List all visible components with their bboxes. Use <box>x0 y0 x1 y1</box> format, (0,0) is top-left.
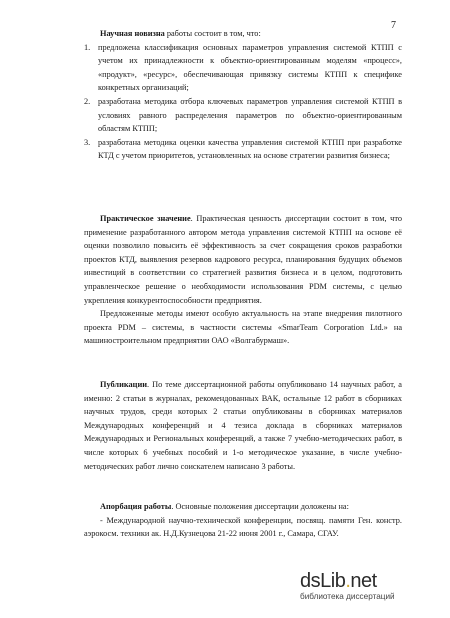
novelty-item-text: разработана методика отбора ключевых параметров управления системой КТПП в условиях равного распределения параметров по объектно-ориентированным областям КТПП; <box>98 96 402 134</box>
novelty-intro-text: работы состоит в том, что: <box>164 29 261 38</box>
publications-text: . По теме диссертационной работы опубликовано 14 научных работ, а именно: 2 статьи в журналах, рекомендованных ВАК, остальные 12 работ в сборниках научных трудов, среди которых 2 статьи опубликованы в сборниках материалов Международных конференций и 4 тезиса доклада в сборниках материалов Международных и Региональных конференций, а также 7 учебно-методических работ, в числе которых 6 учебных пособий и 1-о методическое указание, в числе учебно-методических работ лично соискателем написано 3 работы. <box>84 380 402 471</box>
methods-paragraph: Предложенные методы имеют особую актуальность на этапе внедрения пилотного проекта PDM – системы, в частности системы «SmarTeam Corporation Ltd.» на машиностроительном предприятии ОАО «Волгабурмаш». <box>84 309 402 346</box>
novelty-item-number: 2. <box>84 96 91 106</box>
page-number: 7 <box>391 20 396 31</box>
novelty-item-2 <box>84 95 402 136</box>
approbation-heading: Апорбация работы <box>100 502 172 511</box>
logo-dot: . <box>345 570 351 592</box>
publications-section <box>84 378 402 473</box>
novelty-section <box>84 27 402 163</box>
logo-name-left: dsLib <box>300 570 346 592</box>
dslib-watermark <box>300 570 440 601</box>
novelty-item-3 <box>84 136 402 163</box>
practical-text: . Практическая ценность диссертации состоит в том, что применение разработанного автором метода управления системой КТПП на основе её оценки позволило повысить её эффективность за счет сокращения сроков разработки проектов КТД, выявления резервов кадрового ресурса, планирования будущих объемов инвестиций в соответствии со стратегией развития бизнеса и в целом, подготовить управленческое решение о необходимости использования PDM системы, с целью укрепления конкурентоспособности предприятия. <box>84 214 402 305</box>
novelty-heading: Научная новизна <box>100 29 165 38</box>
approbation-paragraph <box>84 500 402 514</box>
approbation-item: - Международной научно-технической конференции, посвящ. памяти Ген. констр. аэрокосм. техники ак. Н.Д.Кузнецова 21-22 июня 2001 г., Самара, СГАУ. <box>84 515 402 539</box>
publications-heading: Публикации <box>100 380 148 389</box>
logo-name-right: net <box>350 570 377 592</box>
dslib-subtitle: библиотека диссертаций <box>300 592 395 601</box>
practical-section <box>84 212 402 348</box>
dslib-logo <box>300 570 440 593</box>
novelty-item-number: 1. <box>84 42 91 52</box>
practical-heading: Практическое значение <box>100 214 191 223</box>
practical-paragraph <box>84 212 402 307</box>
approbation-section <box>84 500 402 541</box>
novelty-item-text: предложена классификация основных параметров управления системой КТПП с учетом их принадлежности к объектно-ориентированным моделям «процесс», «продукт», «ресурс», обеспечивающая привязку системы КТПП к специфике конкретных организаций; <box>98 42 402 93</box>
publications-paragraph <box>84 378 402 473</box>
novelty-item-number: 3. <box>84 137 91 147</box>
approbation-text: . Основные положения диссертации доложены на: <box>171 502 349 511</box>
novelty-item-text: разработана методика оценки качества управления системой КТПП при разработке КТД с учетом приоритетов, установленных на основе стратегии развития бизнеса; <box>98 137 402 161</box>
novelty-item-1 <box>84 41 402 95</box>
novelty-intro <box>84 27 402 41</box>
